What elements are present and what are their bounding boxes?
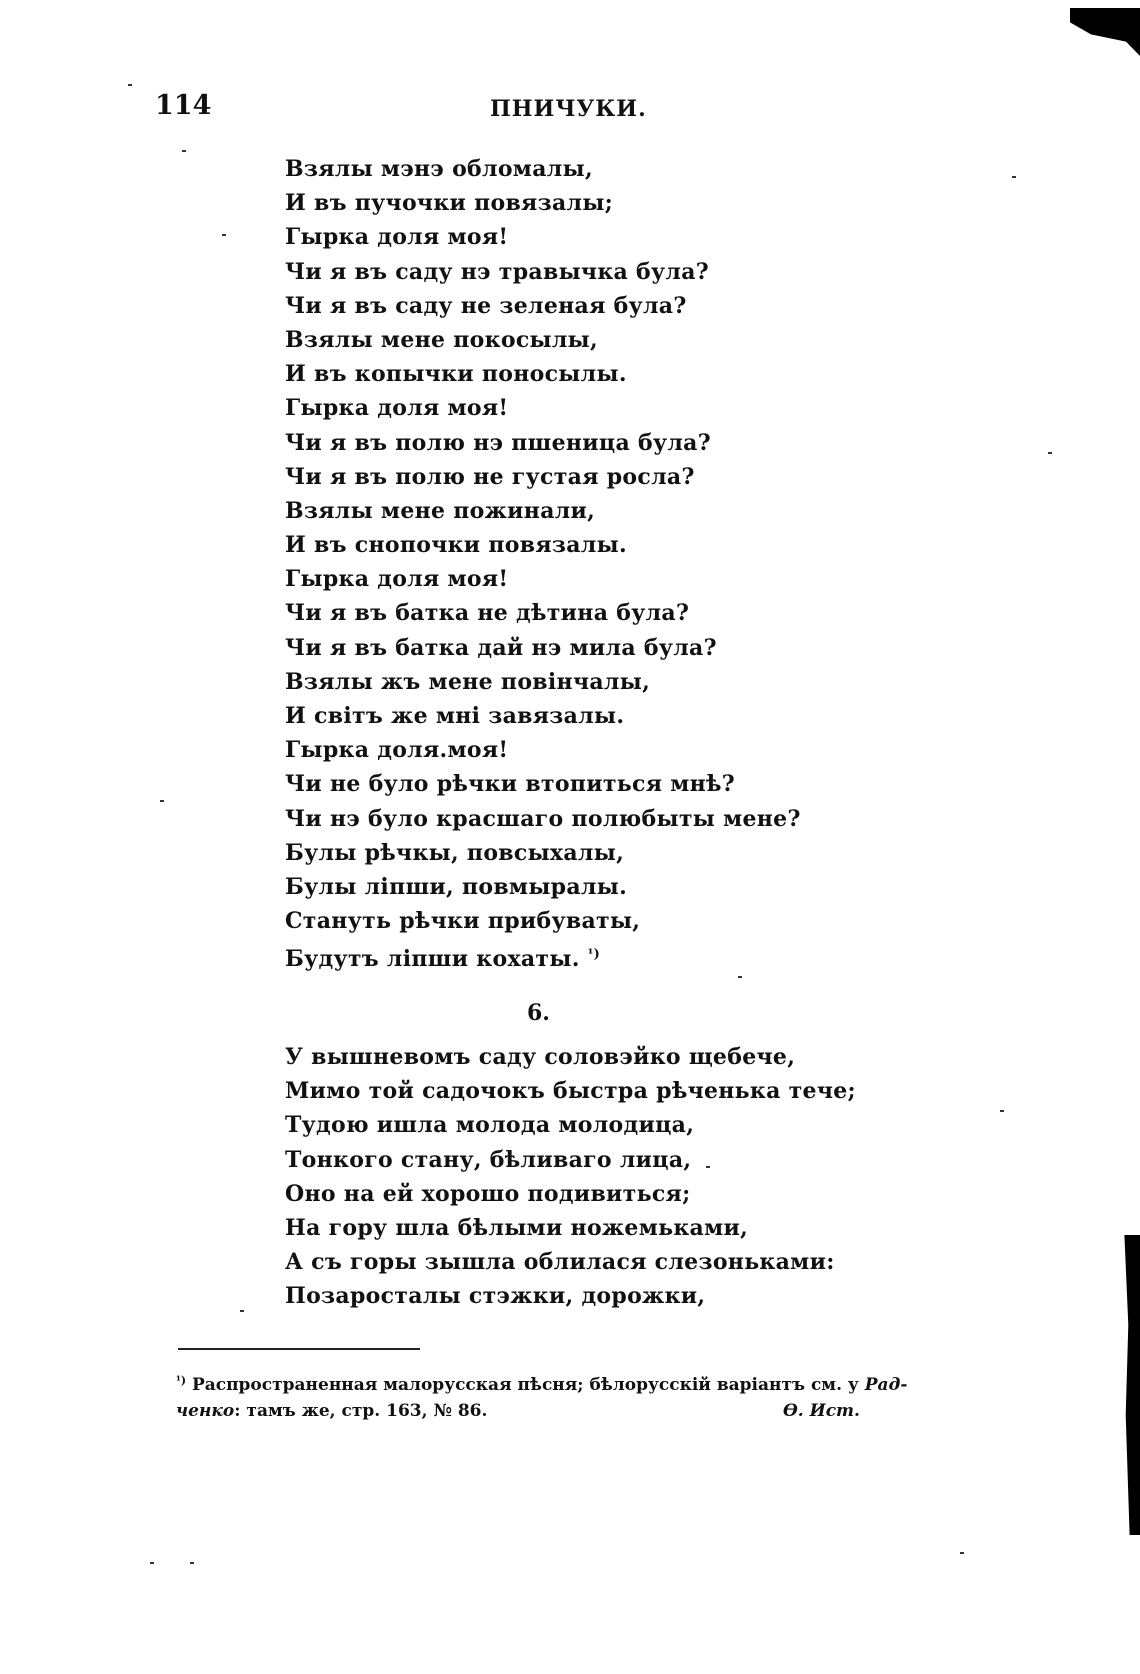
footnote-reference: ¹) — [587, 947, 601, 963]
verse-line: Чи нэ було красшаго полюбыты мене? — [285, 805, 801, 832]
verse-line: На гору шла бѣлыми ножемьками, — [285, 1214, 749, 1241]
running-title: ПНИЧУКИ. — [490, 96, 647, 122]
footnote — [176, 1366, 936, 1426]
scan-speck — [1000, 1110, 1004, 1112]
verse-line: Гырка доля моя! — [285, 566, 509, 593]
scan-edge-mark-bottom — [1114, 1235, 1140, 1535]
verse-line: Булы рѣчкы, повсыхалы, — [285, 839, 625, 866]
verse-line: Стануть рѣчки прибуваты, — [285, 908, 641, 935]
verse-line: Взялы мене покосылы, — [285, 326, 598, 353]
section-number: 6. — [527, 1000, 550, 1026]
verse-line: Гырка доля моя! — [285, 395, 509, 422]
verse-line: Оно на ей хорошо подивиться; — [285, 1180, 691, 1207]
scan-speck — [182, 150, 186, 152]
verse-line: Чи я въ батка не дѣтина була? — [285, 600, 690, 627]
verse-line: Взялы мене пожинали, — [285, 497, 596, 524]
verse-line: И въ копычки поносылы. — [285, 361, 627, 388]
scan-speck — [738, 976, 742, 978]
verse-line: А съ горы зышла облилася слезоньками: — [285, 1249, 835, 1276]
verse-line: И світъ же мні завязалы. — [285, 703, 625, 729]
footnote-line-2 — [176, 1396, 936, 1426]
footnote-divider — [178, 1348, 420, 1350]
scan-speck — [160, 800, 164, 802]
verse-block-2 — [285, 1040, 856, 1314]
verse-line: Чи я въ полю нэ пшеница була? — [285, 429, 711, 456]
verse-line-with-footnote — [285, 938, 845, 972]
verse-line: Позаросталы стэжки, дорожки, — [285, 1283, 706, 1310]
scan-edge-mark-top — [1070, 8, 1140, 56]
scan-speck — [1012, 176, 1016, 178]
footnote-signature: Ѳ. Ист. — [783, 1401, 860, 1421]
verse-line: Тонкого стану, бѣливаго лица, — [285, 1146, 692, 1173]
verse-line: И въ пучочки повязалы; — [285, 190, 614, 217]
verse-line: Гырка доля моя! — [285, 224, 509, 251]
scan-speck — [190, 1562, 194, 1564]
verse-line: Тудою ишла молода молодица, — [285, 1112, 695, 1139]
verse-block-1 — [285, 152, 845, 973]
verse-line: Гырка доля.моя! — [285, 737, 509, 764]
verse-line: Чи я въ саду не зеленая була? — [285, 292, 687, 319]
page-number: 114 — [155, 90, 212, 121]
verse-line: Чи я въ полю не густая росла? — [285, 463, 695, 490]
footnote-author-cont: ченко — [176, 1401, 235, 1421]
footnote-text: Распространенная малорусская пѣсня; бѣлорусскій варіантъ см. у — [191, 1375, 865, 1395]
verse-line: Мимо той садочокъ быстра рѣченька тече; — [285, 1078, 856, 1105]
verse-line-text: Будутъ ліпши кохаты. — [285, 946, 580, 973]
verse-line: Чи я въ саду нэ травычка була? — [285, 258, 709, 285]
footnote-marker: ¹) — [176, 1374, 187, 1387]
scan-speck — [150, 1562, 154, 1564]
scan-speck — [1048, 452, 1052, 454]
footnote-author: Рад- — [864, 1375, 908, 1395]
footnote-source: : тамъ же, стр. 163, № 86. — [234, 1401, 488, 1421]
verse-line: Чи не було рѣчки втопиться мнѣ? — [285, 771, 735, 798]
scan-speck — [222, 234, 226, 236]
scan-speck — [128, 84, 132, 86]
verse-line: У вышневомъ саду соловэйко щебече, — [285, 1044, 796, 1070]
scan-speck — [240, 1310, 244, 1312]
verse-line: Взялы мэнэ обломалы, — [285, 156, 593, 182]
verse-line: Булы ліпши, повмыралы. — [285, 873, 628, 900]
scan-speck — [960, 1552, 964, 1554]
verse-line: И въ снопочки повязалы. — [285, 532, 627, 559]
footnote-line-1 — [176, 1366, 936, 1396]
verse-line: Взялы жъ мене повінчалы, — [285, 668, 651, 695]
verse-line: Чи я въ батка дай нэ мила була? — [285, 634, 717, 661]
